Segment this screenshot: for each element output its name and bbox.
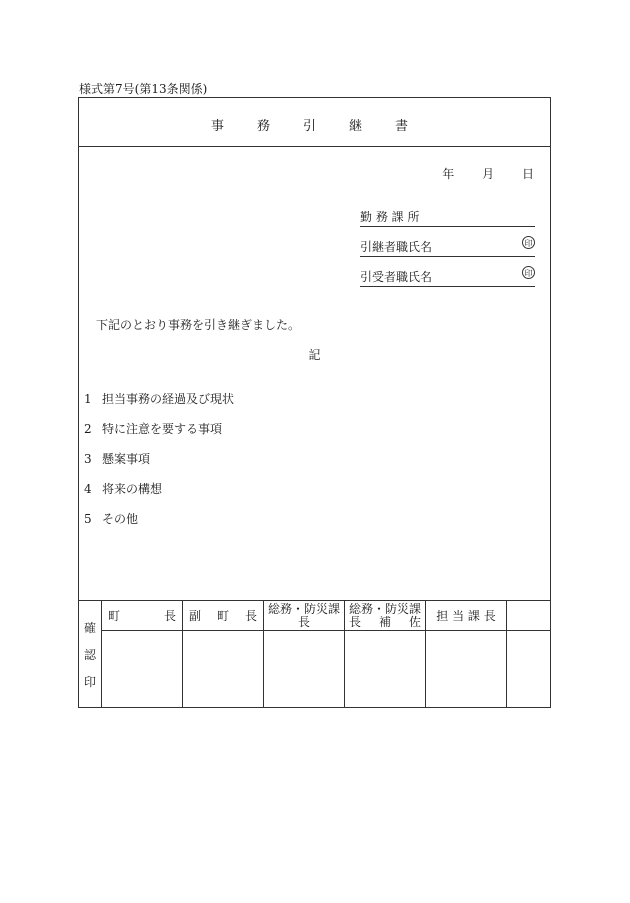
list-item xyxy=(84,480,234,510)
header-text: 総務・防災課 xyxy=(267,601,340,616)
confirm-seal-label xyxy=(79,601,102,709)
seal-cell-mayor[interactable] xyxy=(102,631,183,709)
header-text: 副 xyxy=(189,609,202,623)
list-item xyxy=(84,450,234,480)
item-label: 特に注意を要する事項 xyxy=(102,422,223,436)
header-text: 長 xyxy=(297,614,310,629)
seal-cell-deputy-mayor[interactable] xyxy=(183,631,264,709)
item-label: 担当事務の経過及び現状 xyxy=(102,392,235,406)
header-general-affairs-chief xyxy=(264,601,345,631)
header-deputy-mayor xyxy=(183,601,264,631)
item-number: 4 xyxy=(84,482,92,496)
form-title: 事 務 引 継 書 xyxy=(210,119,418,134)
seal-cell-section-chief[interactable] xyxy=(426,631,507,709)
list-item xyxy=(84,510,234,540)
date-day: 日 xyxy=(521,167,534,181)
office-label: 勤 務 課 所 xyxy=(360,210,420,224)
body-text: 下記のとおり事務を引き継ぎました。 xyxy=(96,318,301,332)
seal-icon: 印 xyxy=(522,236,535,249)
ki-heading: 記 xyxy=(308,348,321,362)
header-text: 長 xyxy=(244,609,257,623)
office-field[interactable] xyxy=(360,208,535,227)
header-text: 町 xyxy=(108,609,121,623)
header-text: 長 xyxy=(349,614,362,629)
confirm-char: 認 xyxy=(83,648,96,662)
item-list xyxy=(84,390,234,540)
header-text: 佐 xyxy=(408,614,421,629)
transferee-field[interactable] xyxy=(360,268,535,287)
header-text: 長 xyxy=(163,609,176,623)
header-mayor xyxy=(102,601,183,631)
seal-icon: 印 xyxy=(522,266,535,279)
header-general-affairs-assistant xyxy=(345,601,426,631)
seal-cell-blank[interactable] xyxy=(507,631,551,709)
transferee-label: 引受者職氏名 xyxy=(360,270,433,284)
form-number: 様式第7号(第13条関係) xyxy=(79,82,208,96)
item-number: 5 xyxy=(84,512,92,526)
header-text: 町 xyxy=(216,609,229,623)
transfer-form xyxy=(78,97,551,708)
item-number: 3 xyxy=(84,452,92,466)
date-month: 月 xyxy=(482,167,495,181)
item-number: 1 xyxy=(84,392,92,406)
transferor-field[interactable] xyxy=(360,238,535,257)
header-blank xyxy=(507,601,551,631)
list-item xyxy=(84,390,234,420)
item-label: 懸案事項 xyxy=(102,452,151,466)
date-year: 年 xyxy=(442,167,455,181)
header-text: 補 xyxy=(378,614,391,629)
list-item xyxy=(84,420,234,450)
date-line xyxy=(442,165,534,182)
confirmation-seal-table xyxy=(79,600,550,708)
confirm-char: 確 xyxy=(83,621,96,635)
seal-cell-general-affairs-assistant[interactable] xyxy=(345,631,426,709)
title-row xyxy=(79,98,550,147)
seal-cell-general-affairs-chief[interactable] xyxy=(264,631,345,709)
item-number: 2 xyxy=(84,422,92,436)
confirm-char: 印 xyxy=(83,675,96,689)
header-text: 総務・防災課 xyxy=(348,601,421,616)
item-label: その他 xyxy=(102,512,139,526)
transferor-label: 引継者職氏名 xyxy=(360,240,433,254)
header-section-chief: 担 当 課 長 xyxy=(426,601,507,631)
item-label: 将来の構想 xyxy=(102,482,163,496)
